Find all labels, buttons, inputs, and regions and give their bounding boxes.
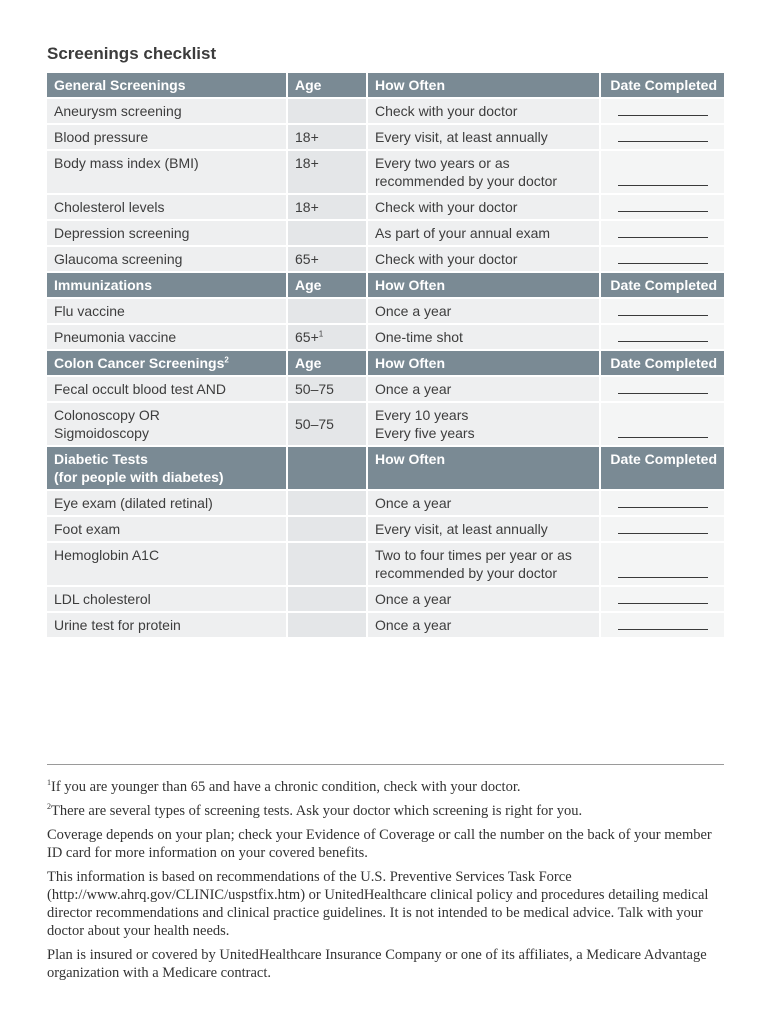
date-completed-header-text: Date Completed	[610, 451, 717, 467]
how-often-value-text: One-time shot	[375, 329, 463, 345]
how-often-value-text: Every visit, at least annually	[375, 521, 548, 537]
how-often-value-text: Check with your doctor	[375, 103, 518, 119]
table-row	[47, 151, 724, 195]
age-value-text: 65+	[295, 329, 319, 345]
how-often-value-text: Two to four times per year or as recommended by your doctor	[375, 547, 572, 581]
date-completed-field[interactable]	[599, 543, 724, 587]
table-row	[47, 403, 724, 447]
date-blank-line[interactable]	[618, 591, 708, 604]
screening-name-text: Aneurysm screening	[54, 103, 182, 119]
date-completed-field[interactable]	[599, 325, 724, 351]
table-row	[47, 613, 724, 639]
footnote-mark: 2	[47, 802, 51, 812]
how-often-value	[366, 325, 599, 351]
date-completed-field[interactable]	[599, 195, 724, 221]
age-header	[286, 273, 366, 299]
age-value	[286, 403, 366, 447]
screening-name-text: Cholesterol levels	[54, 199, 165, 215]
screening-name	[47, 125, 286, 151]
how-often-header	[366, 73, 599, 99]
date-completed-field[interactable]	[599, 221, 724, 247]
screening-name	[47, 247, 286, 273]
date-blank-line[interactable]	[618, 617, 708, 630]
table-row	[47, 543, 724, 587]
date-completed-header-text: Date Completed	[610, 77, 717, 93]
screening-name-text: Body mass index (BMI)	[54, 155, 199, 171]
page-title: Screenings checklist	[47, 44, 217, 63]
date-blank-line[interactable]	[618, 199, 708, 212]
how-often-value	[366, 299, 599, 325]
date-blank-line[interactable]	[618, 251, 708, 264]
table-row	[47, 195, 724, 221]
how-often-value	[366, 587, 599, 613]
date-blank-line[interactable]	[618, 521, 708, 534]
age-value-text: 18+	[295, 199, 319, 215]
table-row	[47, 99, 724, 125]
date-completed-field[interactable]	[599, 377, 724, 403]
how-often-value-text: Every 10 years Every five years	[375, 407, 475, 441]
date-completed-field[interactable]	[599, 403, 724, 447]
screening-name	[47, 99, 286, 125]
how-often-value-text: Once a year	[375, 495, 452, 511]
table-row	[47, 491, 724, 517]
date-blank-line[interactable]	[618, 129, 708, 142]
section-title-text: Diabetic Tests (for people with diabetes)	[54, 451, 224, 485]
how-often-value-text: Once a year	[375, 381, 452, 397]
date-completed-header	[599, 273, 724, 299]
footnote-ref: 2	[224, 355, 229, 365]
age-value-text: 50–75	[295, 381, 334, 397]
screening-name-text: Colonoscopy OR Sigmoidoscopy	[54, 407, 160, 441]
footnote-mark: 1	[47, 778, 51, 788]
screening-name-text: Depression screening	[54, 225, 190, 241]
how-often-header-text: How Often	[375, 277, 445, 293]
section-title	[47, 447, 286, 491]
screening-name-text: Blood pressure	[54, 129, 149, 145]
age-header	[286, 351, 366, 377]
date-completed-header	[599, 73, 724, 99]
how-often-value	[366, 613, 599, 639]
date-blank-line[interactable]	[618, 303, 708, 316]
table-row	[47, 247, 724, 273]
age-value	[286, 377, 366, 403]
how-often-value-text: Once a year	[375, 617, 452, 633]
section-title	[47, 273, 286, 299]
age-value-text: 65+	[295, 251, 319, 267]
plan-paragraph: Plan is insured or covered by UnitedHealthcare Insurance Company or one of its affiliates, a Medicare Advantage organization with a Medicare contract.	[47, 947, 707, 981]
date-blank-line[interactable]	[618, 329, 708, 342]
age-header	[286, 73, 366, 99]
date-completed-field[interactable]	[599, 247, 724, 273]
date-completed-field[interactable]	[599, 587, 724, 613]
age-value	[286, 151, 366, 195]
footnotes	[47, 778, 724, 988]
how-often-value-text: Once a year	[375, 303, 452, 319]
how-often-value	[366, 377, 599, 403]
screening-name	[47, 195, 286, 221]
screening-name	[47, 543, 286, 587]
age-value-text: 50–75	[295, 416, 334, 432]
screening-name	[47, 151, 286, 195]
screening-name-text: Eye exam (dilated retinal)	[54, 495, 213, 511]
how-often-header-text: How Often	[375, 77, 445, 93]
section-title-text: Colon Cancer Screenings	[54, 355, 225, 371]
date-blank-line[interactable]	[618, 495, 708, 508]
date-completed-field[interactable]	[599, 99, 724, 125]
age-value	[286, 543, 366, 587]
how-often-value	[366, 491, 599, 517]
how-often-value	[366, 517, 599, 543]
date-completed-header-text: Date Completed	[610, 277, 717, 293]
divider	[47, 764, 724, 765]
age-value	[286, 491, 366, 517]
age-value	[286, 587, 366, 613]
screening-name	[47, 517, 286, 543]
date-completed-field[interactable]	[599, 613, 724, 639]
screening-name	[47, 377, 286, 403]
section-header	[47, 73, 724, 99]
date-completed-field[interactable]	[599, 491, 724, 517]
footnote-2	[47, 802, 724, 820]
date-completed-field[interactable]	[599, 299, 724, 325]
table-row	[47, 517, 724, 543]
how-often-header	[366, 447, 599, 491]
screening-name-text: Flu vaccine	[54, 303, 125, 319]
footnote-1	[47, 778, 724, 796]
how-often-value-text: Once a year	[375, 591, 452, 607]
screening-name-text: Urine test for protein	[54, 617, 181, 633]
screening-name-text: Glaucoma screening	[54, 251, 183, 267]
screening-name-text: Pneumonia vaccine	[54, 329, 177, 345]
date-completed-header	[599, 447, 724, 491]
age-header-text: Age	[295, 355, 322, 371]
age-value	[286, 221, 366, 247]
section-header	[47, 351, 724, 377]
screening-name-text: Hemoglobin A1C	[54, 547, 160, 563]
screening-name-text: LDL cholesterol	[54, 591, 151, 607]
how-often-value	[366, 543, 599, 587]
screening-name-text: Foot exam	[54, 521, 121, 537]
screening-name	[47, 299, 286, 325]
screening-name	[47, 613, 286, 639]
date-blank-line[interactable]	[618, 565, 708, 578]
section-title	[47, 351, 286, 377]
source-paragraph: This information is based on recommendations of the U.S. Preventive Services Task Force (http://www.ahrq.gov/CLINIC/uspstfix.htm) or UnitedHealthcare clinical policy and procedures detailing medical director recommendations and clinical practice guidelines. It is not intended to be medical advice. Talk with your doctor about your health needs.	[47, 869, 709, 939]
date-blank-line[interactable]	[618, 381, 708, 394]
table-row	[47, 325, 724, 351]
table-row	[47, 221, 724, 247]
screening-name	[47, 587, 286, 613]
screening-name	[47, 325, 286, 351]
age-value	[286, 613, 366, 639]
how-often-value	[366, 247, 599, 273]
section-title	[47, 73, 286, 99]
age-header-text: Age	[295, 77, 322, 93]
date-blank-line[interactable]	[618, 425, 708, 438]
section-title-text: Immunizations	[54, 277, 153, 293]
section-title-text: General Screenings	[54, 77, 186, 93]
how-often-value-text: As part of your annual exam	[375, 225, 551, 241]
section-header	[47, 447, 724, 491]
how-often-value-text: Every two years or as recommended by your doctor	[375, 155, 558, 189]
age-header-text: Age	[295, 277, 322, 293]
screening-name	[47, 403, 286, 447]
date-blank-line[interactable]	[618, 103, 708, 116]
screening-name	[47, 221, 286, 247]
age-value-text: 18+	[295, 129, 319, 145]
section-header	[47, 273, 724, 299]
age-value	[286, 325, 366, 351]
how-often-value	[366, 221, 599, 247]
how-often-value	[366, 195, 599, 221]
how-often-value	[366, 151, 599, 195]
how-often-value	[366, 125, 599, 151]
age-value	[286, 517, 366, 543]
table-row	[47, 299, 724, 325]
screening-name-text: Fecal occult blood test AND	[54, 381, 226, 397]
age-value	[286, 299, 366, 325]
age-value	[286, 125, 366, 151]
date-completed-field[interactable]	[599, 125, 724, 151]
age-value	[286, 99, 366, 125]
coverage-paragraph: Coverage depends on your plan; check your Evidence of Coverage or call the number on the back of your member ID card for more information on your covered benefits.	[47, 827, 712, 861]
how-often-header	[366, 351, 599, 377]
how-often-header-text: How Often	[375, 355, 445, 371]
footnote-text: If you are younger than 65 and have a chronic condition, check with your doctor.	[51, 779, 521, 795]
table-row	[47, 377, 724, 403]
how-often-value-text: Every visit, at least annually	[375, 129, 548, 145]
screenings-table	[47, 73, 724, 639]
age-value	[286, 195, 366, 221]
how-often-header-text: How Often	[375, 451, 445, 467]
date-completed-header	[599, 351, 724, 377]
footnote-ref: 1	[318, 329, 324, 339]
age-value	[286, 247, 366, 273]
footnote-text: There are several types of screening tests. Ask your doctor which screening is right for you.	[51, 803, 583, 819]
age-value-text: 18+	[295, 155, 319, 171]
age-header	[286, 447, 366, 491]
table-row	[47, 125, 724, 151]
date-completed-field[interactable]	[599, 151, 724, 195]
how-often-value-text: Check with your doctor	[375, 251, 518, 267]
how-often-value	[366, 403, 599, 447]
table-row	[47, 587, 724, 613]
how-often-value-text: Check with your doctor	[375, 199, 518, 215]
date-blank-line[interactable]	[618, 225, 708, 238]
date-completed-field[interactable]	[599, 517, 724, 543]
date-completed-header-text: Date Completed	[610, 355, 717, 371]
date-blank-line[interactable]	[618, 173, 708, 186]
screening-name	[47, 491, 286, 517]
how-often-value	[366, 99, 599, 125]
how-often-header	[366, 273, 599, 299]
